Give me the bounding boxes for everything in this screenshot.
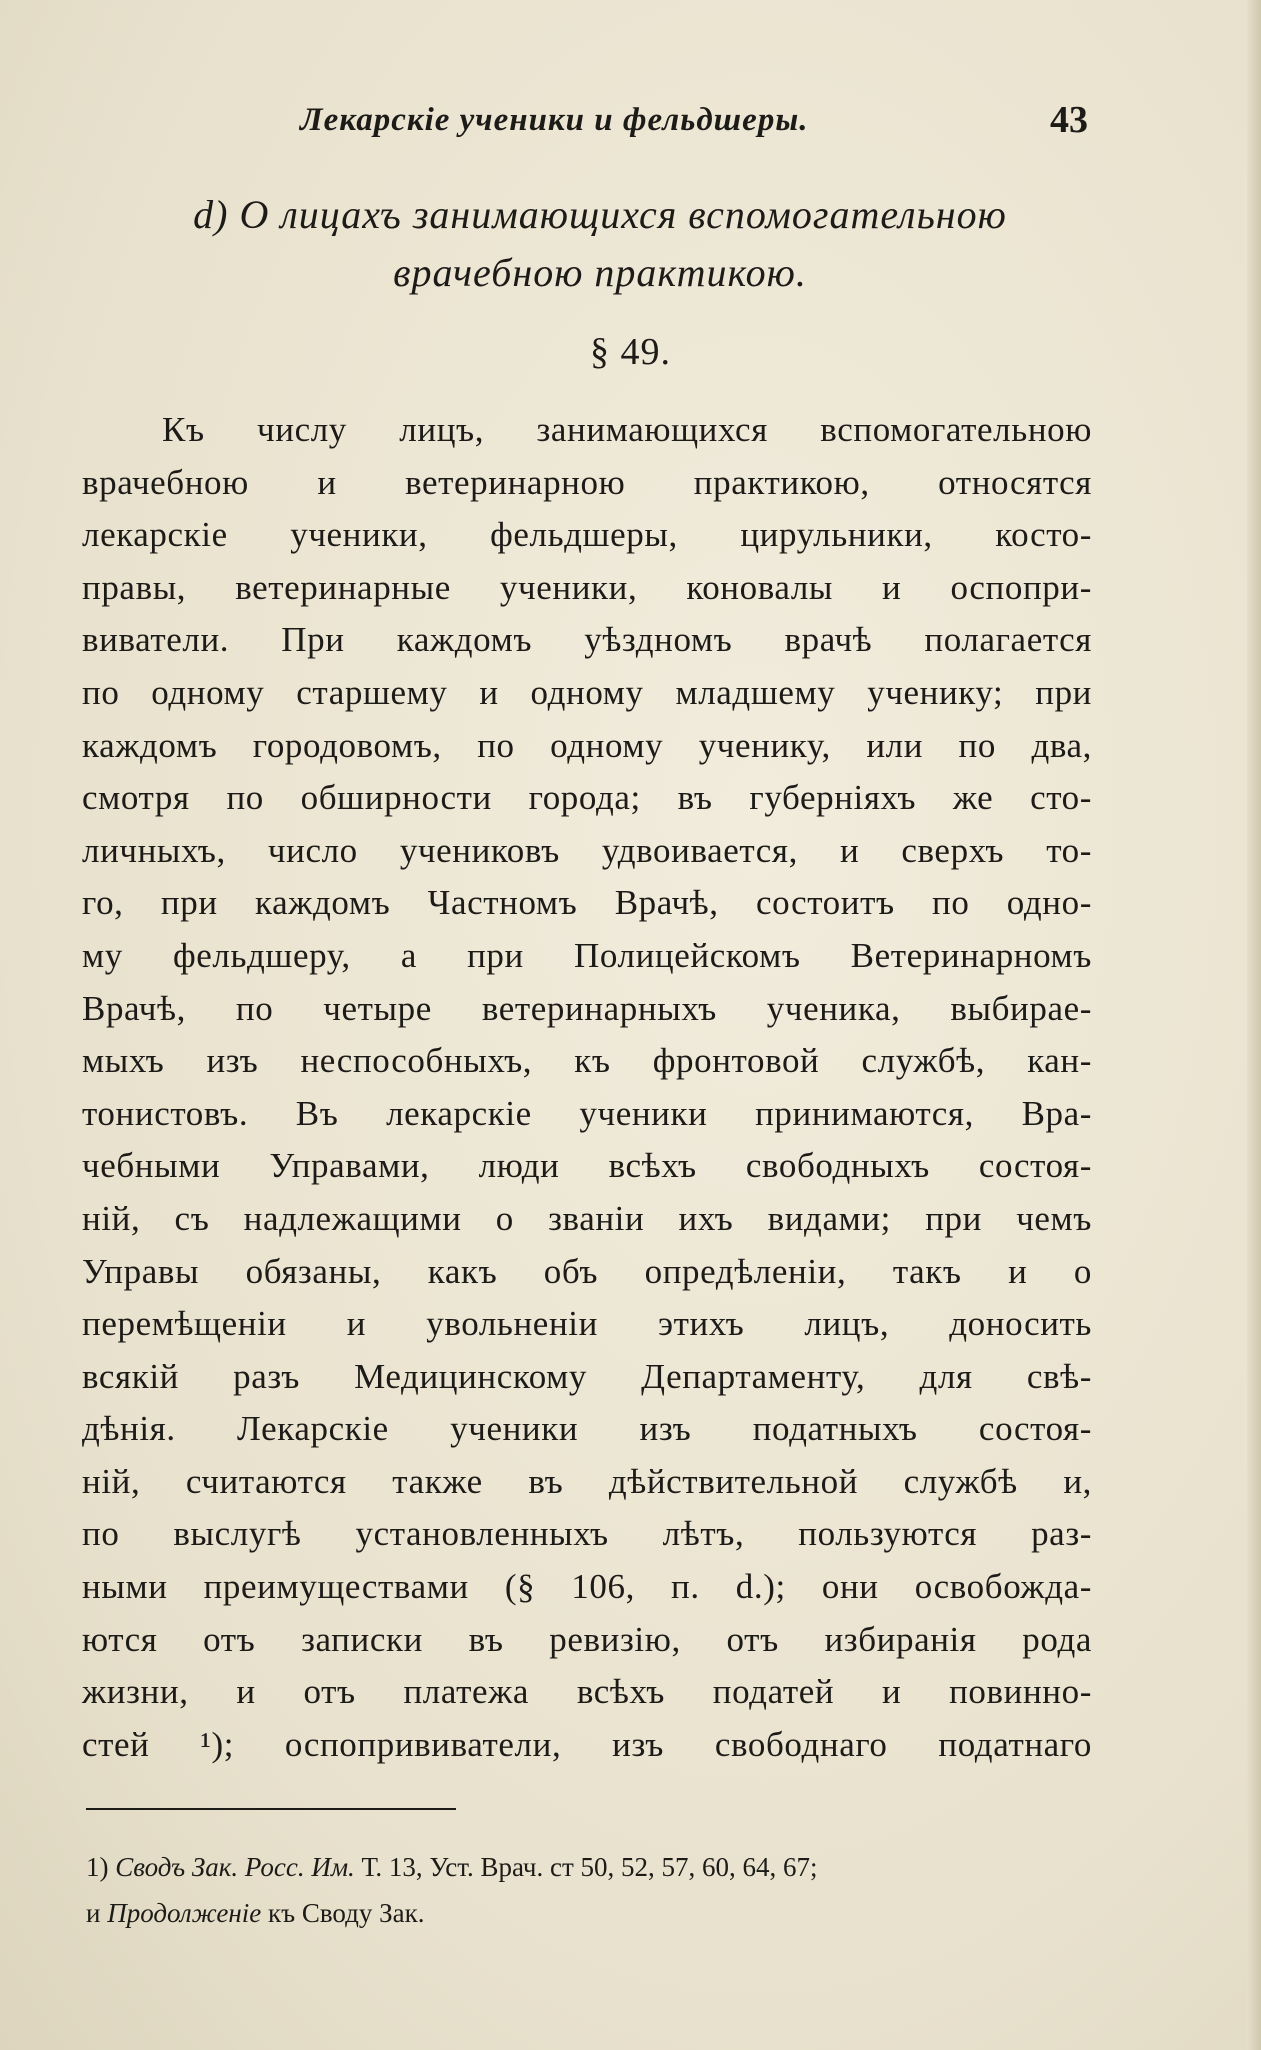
body-line: правы, ветеринарные ученики, коновалы и оспопри- (82, 567, 1092, 607)
body-line: смотря по обширности города; въ губерніяхъ же сто- (82, 778, 1092, 818)
running-head (0, 98, 1261, 148)
footnote-source: Сводъ Зак. Росс. Им. (115, 1852, 355, 1882)
body-line: чебными Управами, люди всѣхъ свободныхъ состоя- (82, 1146, 1092, 1186)
body-text (82, 404, 1092, 1771)
body-line: по выслугѣ установленныхъ лѣтъ, пользуются раз- (82, 1514, 1092, 1554)
body-line: врачебною и ветеринарною практикою, относятся (82, 462, 1092, 502)
body-line: перемѣщеніи и увольненіи этихъ лицъ, доносить (82, 1304, 1092, 1344)
body-line: Управы обязаны, какъ объ опредѣленіи, такъ и о (82, 1251, 1092, 1291)
body-line: ются отъ записки въ ревизію, отъ избиранія рода (82, 1619, 1092, 1659)
footnote-reference: Т. 13, Уст. Врач. ст 50, 52, 57, 60, 64, 67; (361, 1852, 818, 1882)
body-line: го, при каждомъ Частномъ Врачѣ, состоитъ по одно- (82, 883, 1092, 923)
body-line: виватели. При каждомъ уѣздномъ врачѣ полагается (82, 620, 1092, 660)
page-gutter-shadow (1247, 0, 1261, 2050)
body-line: Врачѣ, по четыре ветеринарныхъ ученика, выбирае- (82, 988, 1092, 1028)
page-number: 43 (1050, 99, 1088, 141)
footnote-1 (86, 1844, 1096, 1890)
body-line: Къ числу лицъ, занимающихся вспомогательною (162, 410, 1092, 449)
body-line: ній, считаются также въ дѣйствительной службѣ и, (82, 1461, 1092, 1501)
body-line: всякій разъ Медицинскому Департаменту, для свѣ- (82, 1356, 1092, 1396)
footnotes (86, 1844, 1096, 1936)
footnote-prefix: и (86, 1898, 101, 1928)
body-line: стей ¹); оспопрививатели, изъ свободнаго податнаго (82, 1724, 1092, 1764)
body-line: жизни, и отъ платежа всѣхъ податей и повинно- (82, 1672, 1092, 1712)
section-heading-line-1: d) О лицахъ занимающихся вспомогательною (193, 192, 1007, 237)
body-line: ній, съ надлежащими о званіи ихъ видами; при чемъ (82, 1198, 1092, 1238)
body-line: тонистовъ. Въ лекарскіе ученики принимаются, Вра- (82, 1093, 1092, 1133)
body-line: мыхъ изъ неспособныхъ, къ фронтовой службѣ, кан- (82, 1041, 1092, 1081)
section-heading-line-2: врачебною практикою. (393, 250, 807, 295)
footnote-source-continuation: Продолженіе (107, 1898, 262, 1928)
body-line: личныхъ, число учениковъ удвоивается, и сверхъ то- (82, 830, 1092, 870)
footnote-divider (86, 1808, 456, 1810)
body-line: по одному старшему и одному младшему ученику; при (82, 672, 1092, 712)
body-line: каждомъ городовомъ, по одному ученику, или по два, (82, 725, 1092, 765)
running-title: Лекарскіе ученики и фельдшеры. (300, 102, 809, 138)
body-line: дѣнія. Лекарскіе ученики изъ податныхъ состоя- (82, 1409, 1092, 1449)
body-line: му фельдшеру, а при Полицейскомъ Ветеринарномъ (82, 935, 1092, 975)
paragraph-number: § 49. (590, 331, 671, 373)
body-line: ными преимуществами (§ 106, п. d.); они освобожда- (82, 1567, 1092, 1607)
footnote-reference-continuation: къ Своду Зак. (267, 1898, 425, 1928)
footnote-marker: 1) (86, 1852, 109, 1882)
body-line: лекарскіе ученики, фельдшеры, цирульники, косто- (82, 515, 1092, 555)
footnote-1-continued (86, 1890, 1096, 1936)
section-heading (80, 186, 1120, 302)
